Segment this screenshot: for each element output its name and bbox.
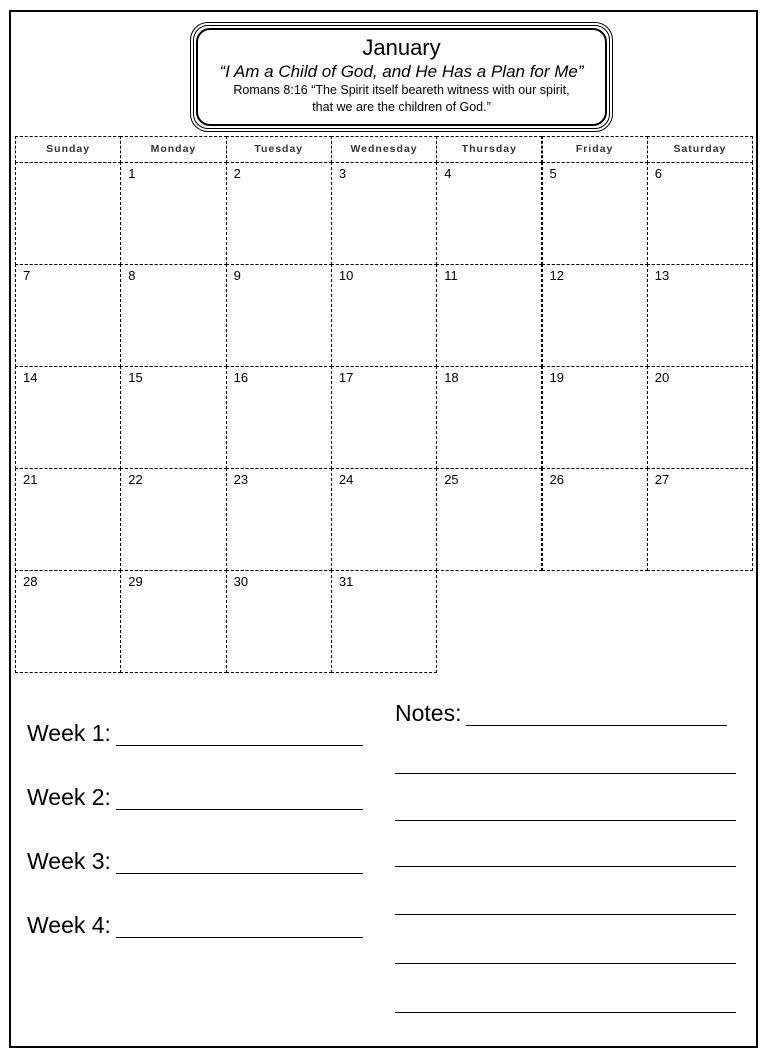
- notes-line[interactable]: [395, 963, 736, 964]
- date-number: 20: [654, 370, 670, 385]
- date-number: 15: [128, 370, 143, 385]
- day-cell[interactable]: [226, 468, 332, 571]
- day-cell[interactable]: [226, 162, 332, 265]
- date-number: 28: [23, 574, 38, 589]
- day-cell[interactable]: [331, 366, 437, 469]
- date-number: 6: [654, 166, 663, 181]
- day-cell[interactable]: [647, 468, 753, 571]
- day-cell[interactable]: [120, 366, 226, 469]
- day-cell[interactable]: [120, 162, 226, 265]
- day-cell[interactable]: [647, 264, 753, 367]
- notes-line[interactable]: [395, 866, 736, 867]
- date-number: 2: [233, 166, 241, 181]
- day-cell[interactable]: [647, 162, 753, 265]
- day-cell[interactable]: [15, 264, 121, 367]
- day-cell[interactable]: [436, 264, 542, 367]
- day-cell[interactable]: [542, 264, 648, 367]
- day-cell[interactable]: [331, 264, 437, 367]
- date-number: 24: [338, 472, 354, 487]
- day-header-thursday: Thursday: [436, 136, 542, 163]
- day-cell[interactable]: [226, 366, 332, 469]
- theme-quote: “I Am a Child of God, and He Has a Plan for Me”: [219, 62, 584, 81]
- day-cell[interactable]: [331, 468, 437, 571]
- date-number: 14: [23, 370, 38, 385]
- scripture-line-2: that we are the children of God.”: [312, 100, 491, 114]
- date-number: 12: [549, 268, 564, 283]
- notes-line[interactable]: [395, 773, 736, 774]
- day-cell[interactable]: [226, 264, 332, 367]
- day-header-sunday: Sunday: [15, 136, 121, 163]
- date-number: 23: [233, 472, 249, 487]
- week-goal-line[interactable]: [116, 809, 363, 810]
- date-number: 7: [23, 268, 31, 283]
- notes-line[interactable]: [395, 914, 736, 915]
- date-number: 31: [338, 574, 354, 589]
- day-cell[interactable]: [331, 570, 437, 673]
- notes-line[interactable]: [466, 725, 727, 726]
- scripture-line-1: Romans 8:16 “The Spirit itself beareth witness with our spirit,: [233, 83, 570, 97]
- day-cell[interactable]: [15, 366, 121, 469]
- day-cell[interactable]: [436, 366, 542, 469]
- day-cell[interactable]: [120, 570, 226, 673]
- date-number: 16: [233, 370, 249, 385]
- day-cell[interactable]: [331, 162, 437, 265]
- date-number: 8: [128, 268, 136, 283]
- day-cell[interactable]: [226, 570, 332, 673]
- date-number: 18: [444, 370, 459, 385]
- date-number: 27: [654, 472, 670, 487]
- date-number: 21: [23, 472, 38, 487]
- day-cell[interactable]: [15, 570, 121, 673]
- day-cell[interactable]: [542, 366, 648, 469]
- date-number: 26: [549, 472, 564, 487]
- day-cell[interactable]: [15, 162, 121, 265]
- date-number: 9: [233, 268, 241, 283]
- date-number: [16, 163, 120, 166]
- day-cell[interactable]: [436, 162, 542, 265]
- date-number: 17: [338, 370, 354, 385]
- week-label: Week 2:: [27, 784, 111, 810]
- day-header-wednesday: Wednesday: [331, 136, 437, 163]
- date-number: 13: [654, 268, 670, 283]
- date-number: 29: [128, 574, 143, 589]
- date-number: 4: [444, 166, 452, 181]
- week-goal-line[interactable]: [116, 937, 363, 938]
- week-goal-line[interactable]: [116, 873, 363, 874]
- date-number: 10: [338, 268, 354, 283]
- week-label: Week 1:: [27, 720, 111, 746]
- date-number: 3: [338, 166, 347, 181]
- day-cell[interactable]: [120, 468, 226, 571]
- date-number: 11: [444, 268, 458, 283]
- date-number: 19: [549, 370, 564, 385]
- day-header-saturday: Saturday: [647, 136, 753, 163]
- date-number: 1: [128, 166, 136, 181]
- date-number: 5: [549, 166, 557, 181]
- week-goal-line[interactable]: [116, 745, 363, 746]
- day-header-monday: Monday: [120, 136, 226, 163]
- day-header-tuesday: Tuesday: [226, 136, 332, 163]
- title-box-inner-border: [196, 28, 607, 126]
- week-label: Week 4:: [27, 912, 111, 938]
- day-header-friday: Friday: [542, 136, 648, 163]
- day-cell[interactable]: [120, 264, 226, 367]
- title-box: [190, 22, 613, 132]
- month-title: January: [362, 35, 441, 60]
- date-number: 30: [233, 574, 249, 589]
- day-cell[interactable]: [647, 366, 753, 469]
- date-number: 22: [128, 472, 143, 487]
- day-cell[interactable]: [436, 468, 542, 571]
- notes-label: Notes:: [395, 700, 462, 726]
- week-label: Week 3:: [27, 848, 111, 874]
- day-cell[interactable]: [542, 468, 648, 571]
- day-cell[interactable]: [15, 468, 121, 571]
- day-cell[interactable]: [542, 162, 648, 265]
- date-number: 25: [444, 472, 459, 487]
- notes-line[interactable]: [395, 1012, 736, 1013]
- notes-line[interactable]: [395, 820, 736, 821]
